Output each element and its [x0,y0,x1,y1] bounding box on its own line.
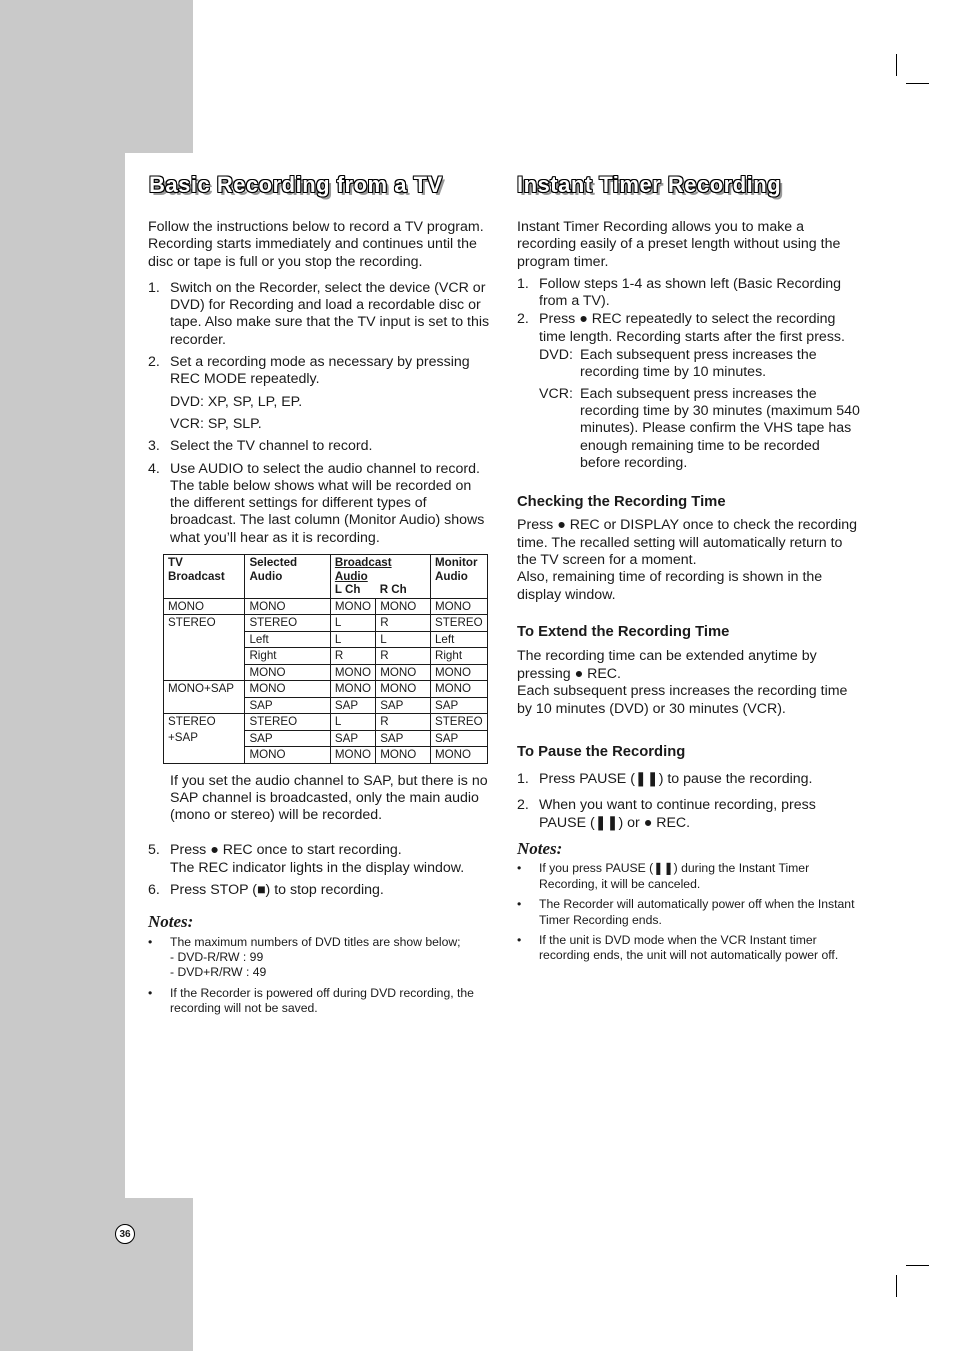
audio-table [163,554,488,764]
checking-section [517,494,861,604]
table-header: Selected Audio [245,555,330,599]
right-column [517,219,861,969]
audio-table-wrap [163,554,494,764]
right-notes-title: Notes: [517,839,563,859]
paragraph: Press ● REC or DISPLAY once to check the recording time. The recalled setting will automatically return to the TV screen for a moment. [517,517,858,569]
list-item: 3. Select the TV channel to record. [148,438,373,455]
list-item: • If you press PAUSE (❚❚) during the Instant Timer Recording, it will be canceled. [517,861,810,891]
dvd-modes: DVD: XP, SP, LP, EP. [170,393,303,410]
list-item: 2. When you want to continue recording, press PAUSE (❚❚) or ● REC. [517,797,816,831]
list-item: 2. Set a recording mode as necessary by pressing REC MODE repeatedly. DVD: XP, SP, LP, EP. VCR: SP, SLP. [148,354,494,433]
list-item: • If the unit is DVD mode when the VCR Instant timer recording ends, the unit will not automatically power off. [517,932,839,963]
pause-steps [517,771,861,832]
extend-section [517,624,861,718]
table-header: L Ch [330,583,375,598]
margin-tab-bottom [0,1198,193,1351]
list-item: 1. Switch on the Recorder, select the device (VCR or DVD) for Recording and load a recordable disc or tape. Also make sure that the TV input is set to this recorder. [148,279,490,348]
table-row: STEREO STEREO L R STEREO [164,714,488,731]
table-header: Broadcast Audio [330,555,430,584]
left-steps-2 [148,842,494,899]
section-heading: To Extend the Recording Time [517,623,730,640]
sap-note: If you set the audio channel to SAP, but there is no SAP channel is broadcasted, only the main audio (mono or stereo) will be recorded. [170,772,488,824]
right-intro: Instant Timer Recording allows you to make a recording easily of a preset length without using the program timer. [517,219,841,270]
table-row: Right R R Right [164,648,488,665]
list-item: • The Recorder will automatically power off when the Instant Timer Recording ends. [517,897,855,927]
pause-section [517,744,861,832]
list-item: 2. Press ● REC repeatedly to select the recording time length. Recording starts after the first press. DVD: Each subsequent press increases the recording time by 10 minutes. VCR: Each subsequent press increases the recording time by 30 minutes (maximum 540 minutes). Please confirm the VHS tape has enough remaining time to be recorded before recording. [517,311,860,471]
crop-mark [906,1265,929,1266]
paragraph: The recording time can be extended anytime by pressing ● REC. [517,648,817,683]
crop-mark [896,1275,897,1297]
left-intro: Follow the instructions below to record a TV program. Recording starts immediately and continues until the disc or tape is full or you stop the recording. [148,219,484,270]
section-heading: Checking the Recording Time [517,494,726,511]
paragraph: Each subsequent press increases the recording time by 10 minutes (DVD) or 30 minutes (VCR). [517,683,848,717]
table-header: Monitor Audio [430,555,487,599]
crop-mark [896,54,897,76]
list-item: • If the Recorder is powered off during DVD recording, the recording will not be saved. [148,985,474,1016]
left-notes-title: Notes: [148,912,194,932]
list-item: 5. Press ● REC once to start recording. The REC indicator lights in the display window. [148,842,465,876]
crop-mark [906,83,929,84]
left-section-title: Basic Recording from a TV [149,172,443,197]
list-item: 4. Use AUDIO to select the audio channel to record. The table below shows what will be recorded on the different settings for different types of broadcast. The last column (Monitor Audio) shows what you’ll hear as it is recording. [148,460,485,546]
section-heading: To Pause the Recording [517,743,686,760]
right-notes [517,861,861,963]
right-section-title: Instant Timer Recording [517,172,782,197]
list-item: • The maximum numbers of DVD titles are show below; - DVD-R/RW : 99 - DVD+R/RW : 49 [148,934,461,980]
margin-tab-top [0,0,193,153]
list-item: 6. Press STOP (■) to stop recording. [148,882,384,899]
right-steps [517,276,861,472]
table-row: +SAP SAP SAP SAP SAP [164,730,488,747]
table-row: SAP SAP SAP SAP [164,697,488,714]
vcr-modes: VCR: SP, SLP. [170,415,262,432]
table-row: MONO MONO MONO MONO MONO [164,598,488,615]
left-steps [148,280,494,547]
list-item: 1. Press PAUSE (❚❚) to pause the recording. [517,771,813,788]
table-row: STEREO STEREO L R STEREO [164,615,488,632]
paragraph: Also, remaining time of recording is shown in the display window. [517,569,823,603]
page-number: 36 [115,1224,135,1244]
dvd-increment: DVD: Each subsequent press increases the recording time by 10 minutes. [539,347,817,381]
table-row: MONO MONO MONO MONO [164,664,488,681]
list-item: 1. Follow steps 1-4 as shown left (Basic Recording from a TV). [517,275,842,310]
table-header: TV Broadcast [164,555,245,599]
table-row: Left L L Left [164,631,488,648]
margin-band [0,153,125,1198]
table-header: R Ch [376,583,431,598]
table-row: MONO MONO MONO MONO [164,747,488,764]
vcr-increment: VCR: Each subsequent press increases the recording time by 30 minutes (maximum 540 minutes). Please confirm the VHS tape has enough remaining time to be recorded before recording. [539,385,860,471]
table-row: MONO+SAP MONO MONO MONO MONO [164,681,488,698]
left-column [148,219,494,1022]
left-notes [148,935,494,1017]
